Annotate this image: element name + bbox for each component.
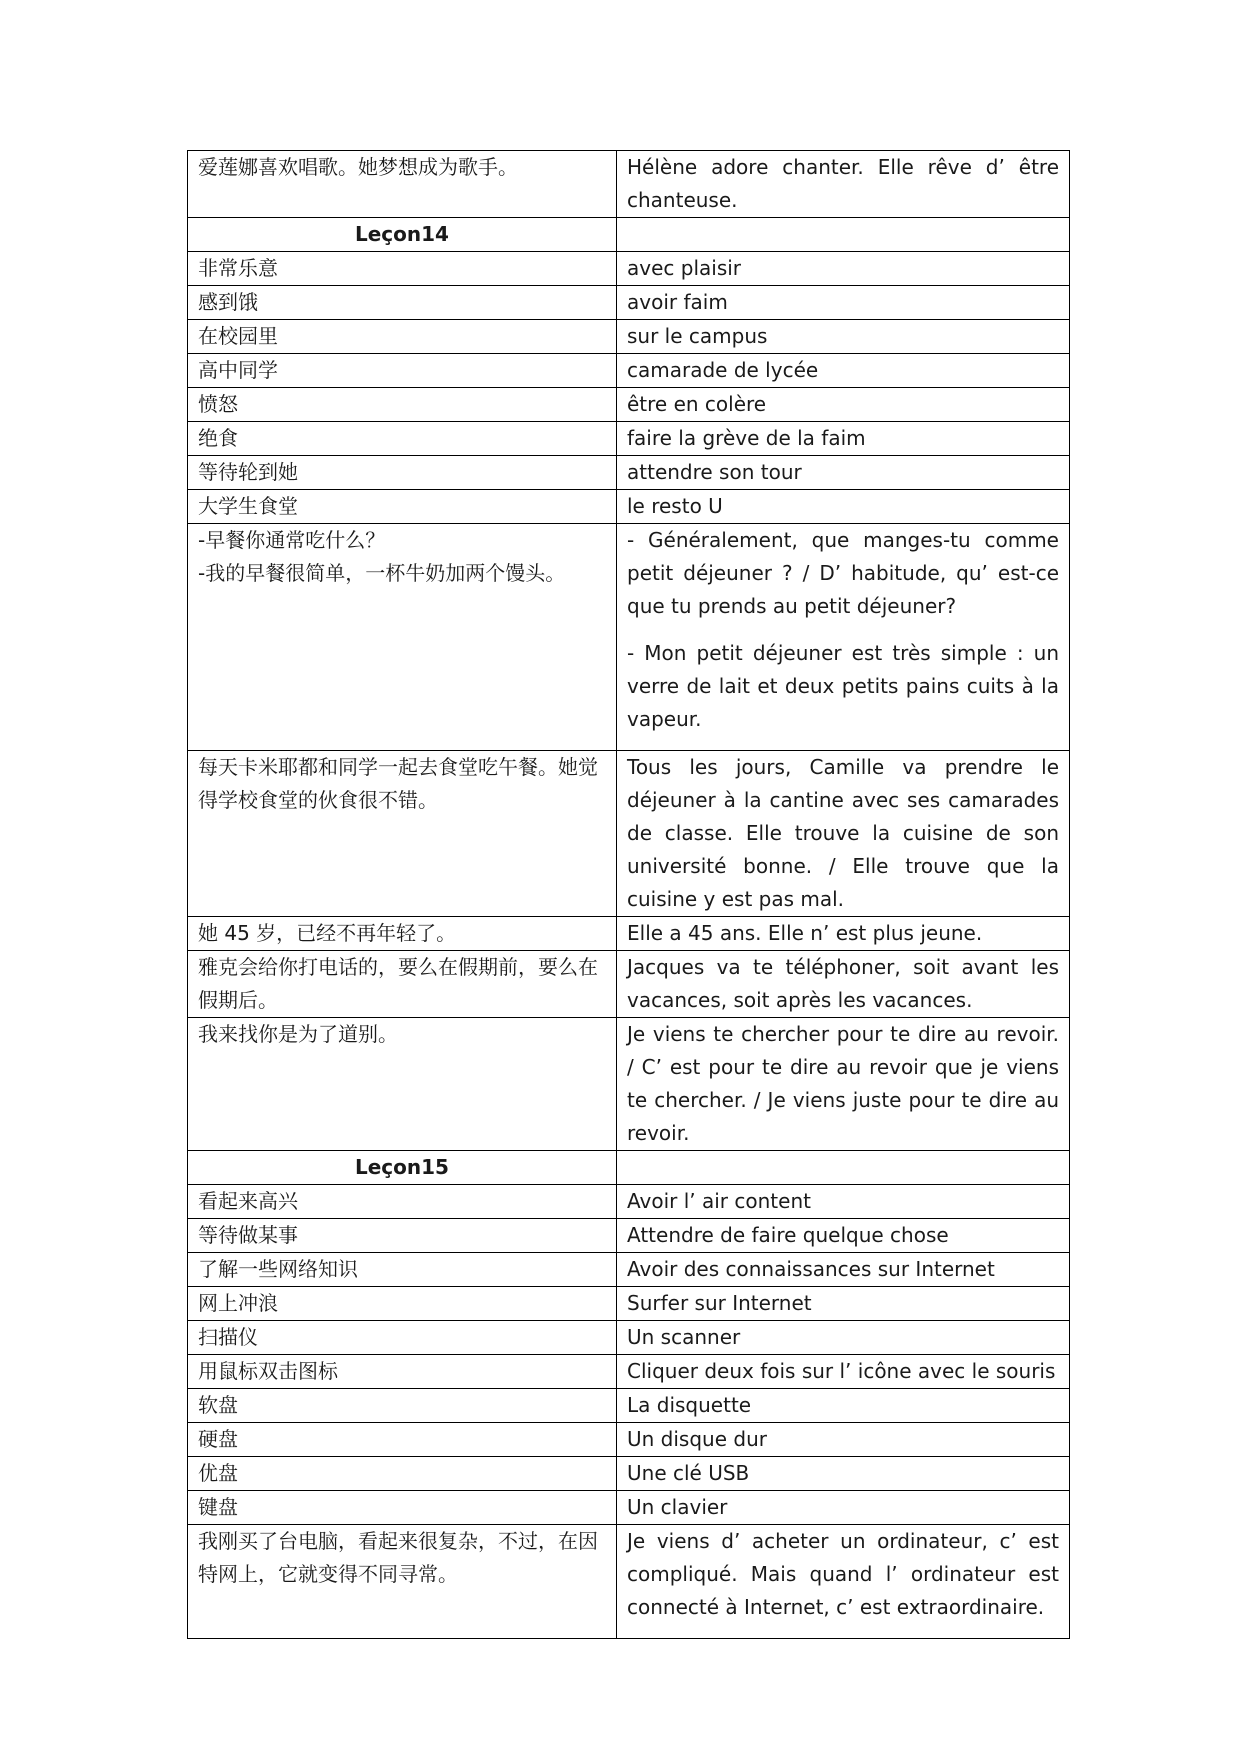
chinese-cell [188,1287,617,1321]
french-text: Je viens d’ acheter un ordinateur, c’ est compliqué. Mais quand l’ ordinateur est connecté à Internet, c’ est extraordinaire. [627,1529,1059,1619]
vocab-row [188,751,1070,917]
vocabulary-table-body [188,151,1070,1639]
french-cell [617,1423,1070,1457]
chinese-text: 硬盘 [198,1427,238,1451]
french-text: Un disque dur [627,1427,767,1451]
french-text: Hélène adore chanter. Elle rêve d’ être chanteuse. [627,155,1059,212]
french-cell [617,1321,1070,1355]
vocab-row [188,286,1070,320]
vocab-row [188,917,1070,951]
chinese-text: 优盘 [198,1461,238,1485]
chinese-text: 爱莲娜喜欢唱歌。她梦想成为歌手。 [198,155,518,179]
french-text: Avoir des connaissances sur Internet [627,1257,995,1281]
french-text: avec plaisir [627,256,742,280]
french-cell [617,1185,1070,1219]
french-text: Un clavier [627,1495,728,1519]
chinese-text: 等待轮到她 [198,460,298,484]
chinese-text: 高中同学 [198,358,278,382]
chinese-text: 愤怒 [198,392,238,416]
french-text: sur le campus [627,324,768,348]
chinese-text: 软盘 [198,1393,238,1417]
vocab-row [188,1287,1070,1321]
french-text: Tous les jours, Camille va prendre le déjeuner à la cantine avec ses camarades de classe. Elle trouve la cuisine de son université bonne. / Elle trouve que la cuisine y est pas mal. [627,755,1059,911]
chinese-text: 了解一些网络知识 [198,1257,358,1281]
vocab-row [188,151,1070,218]
chinese-cell [188,524,617,751]
french-cell [617,1491,1070,1525]
chinese-cell [188,151,617,218]
chinese-cell [188,1389,617,1423]
french-text: Un scanner [627,1325,741,1349]
lesson-heading: Leçon15 [188,1151,617,1185]
french-cell [617,1287,1070,1321]
french-cell [617,388,1070,422]
vocab-row [188,1219,1070,1253]
french-cell [617,320,1070,354]
french-cell [617,422,1070,456]
lesson-heading-empty-cell [617,218,1070,252]
chinese-cell [188,1457,617,1491]
french-cell [617,751,1070,917]
french-text: Elle a 45 ans. Elle n’ est plus jeune. [627,921,983,945]
chinese-cell [188,1355,617,1389]
chinese-text: 绝食 [198,426,238,450]
chinese-text: 大学生食堂 [198,494,298,518]
french-cell [617,286,1070,320]
french-cell [617,1253,1070,1287]
vocab-row [188,490,1070,524]
vocab-row [188,1185,1070,1219]
chinese-cell [188,252,617,286]
french-text: camarade de lycée [627,358,819,382]
chinese-text: 扫描仪 [198,1325,258,1349]
french-cell [617,1355,1070,1389]
french-text: La disquette [627,1393,752,1417]
chinese-cell [188,490,617,524]
chinese-cell [188,320,617,354]
chinese-cell [188,286,617,320]
chinese-cell [188,1491,617,1525]
chinese-cell [188,1219,617,1253]
vocab-row [188,422,1070,456]
french-text: Attendre de faire quelque chose [627,1223,949,1247]
chinese-cell [188,951,617,1018]
chinese-cell [188,1253,617,1287]
vocab-row [188,524,1070,751]
vocab-row [188,252,1070,286]
french-text: - Généralement, que manges-tu comme petit déjeuner ? / D’ habitude, qu’ est-ce que tu prends au petit déjeuner? [627,528,1059,618]
chinese-cell [188,1018,617,1151]
french-cell [617,1018,1070,1151]
chinese-cell [188,388,617,422]
vocab-row [188,1525,1070,1639]
french-text: attendre son tour [627,460,802,484]
lesson-heading-row [188,218,1070,252]
french-cell [617,490,1070,524]
french-cell [617,917,1070,951]
french-cell [617,524,1070,751]
french-text: Une clé USB [627,1461,750,1485]
chinese-text: 等待做某事 [198,1223,298,1247]
chinese-text: 雅克会给你打电话的，要么在假期前，要么在假期后。 [198,955,598,1012]
vocab-row [188,1018,1070,1151]
french-cell [617,151,1070,218]
chinese-text: 网上冲浪 [198,1291,278,1315]
lesson-heading: Leçon14 [188,218,617,252]
vocab-row [188,1423,1070,1457]
vocab-row [188,951,1070,1018]
chinese-cell [188,1321,617,1355]
lesson-heading-row [188,1151,1070,1185]
chinese-cell [188,1423,617,1457]
vocab-row [188,456,1070,490]
chinese-text: 我刚买了台电脑，看起来很复杂，不过，在因特网上，它就变得不同寻常。 [198,1529,598,1586]
vocab-row [188,354,1070,388]
french-cell [617,951,1070,1018]
french-cell [617,1219,1070,1253]
chinese-text: 她 45 岁，已经不再年轻了。 [198,921,457,945]
chinese-cell [188,1185,617,1219]
french-text: le resto U [627,494,723,518]
french-cell [617,354,1070,388]
vocab-row [188,1321,1070,1355]
vocab-row [188,1253,1070,1287]
vocab-row [188,1457,1070,1491]
french-text: Avoir l’ air content [627,1189,811,1213]
chinese-text: 我来找你是为了道别。 [198,1022,398,1046]
french-text: Cliquer deux fois sur l’ icône avec le souris [627,1359,1056,1383]
chinese-text: 键盘 [198,1495,238,1519]
chinese-cell [188,917,617,951]
lesson-heading-empty-cell [617,1151,1070,1185]
french-text: Je viens te chercher pour te dire au revoir. / C’ est pour te dire au revoir que je viens te chercher. / Je viens juste pour te dire au revoir. [627,1022,1059,1145]
chinese-text: 看起来高兴 [198,1189,298,1213]
vocab-row [188,320,1070,354]
vocab-row [188,1389,1070,1423]
chinese-text: -我的早餐很简单，一杯牛奶加两个馒头。 [198,561,566,585]
chinese-text: 用鼠标双击图标 [198,1359,338,1383]
chinese-cell [188,354,617,388]
chinese-text: 每天卡米耶都和同学一起去食堂吃午餐。她觉得学校食堂的伙食很不错。 [198,755,598,812]
chinese-cell [188,751,617,917]
vocab-row [188,1491,1070,1525]
french-text: - Mon petit déjeuner est très simple : un verre de lait et deux petits pains cuits à la vapeur. [627,641,1059,731]
french-cell [617,1457,1070,1491]
french-text: faire la grève de la faim [627,426,866,450]
french-cell [617,456,1070,490]
french-text: avoir faim [627,290,728,314]
chinese-text: 感到饿 [198,290,258,314]
french-cell [617,1389,1070,1423]
french-cell [617,1525,1070,1639]
chinese-text: -早餐你通常吃什么？ [198,528,386,552]
vocab-row [188,388,1070,422]
french-text: Surfer sur Internet [627,1291,812,1315]
chinese-text: 非常乐意 [198,256,278,280]
chinese-cell [188,422,617,456]
french-text: être en colère [627,392,767,416]
chinese-cell [188,1525,617,1639]
vocab-row [188,1355,1070,1389]
french-text: Jacques va te téléphoner, soit avant les vacances, soit après les vacances. [627,955,1059,1012]
chinese-cell [188,456,617,490]
french-cell [617,252,1070,286]
chinese-text: 在校园里 [198,324,278,348]
vocabulary-table [187,150,1070,1639]
